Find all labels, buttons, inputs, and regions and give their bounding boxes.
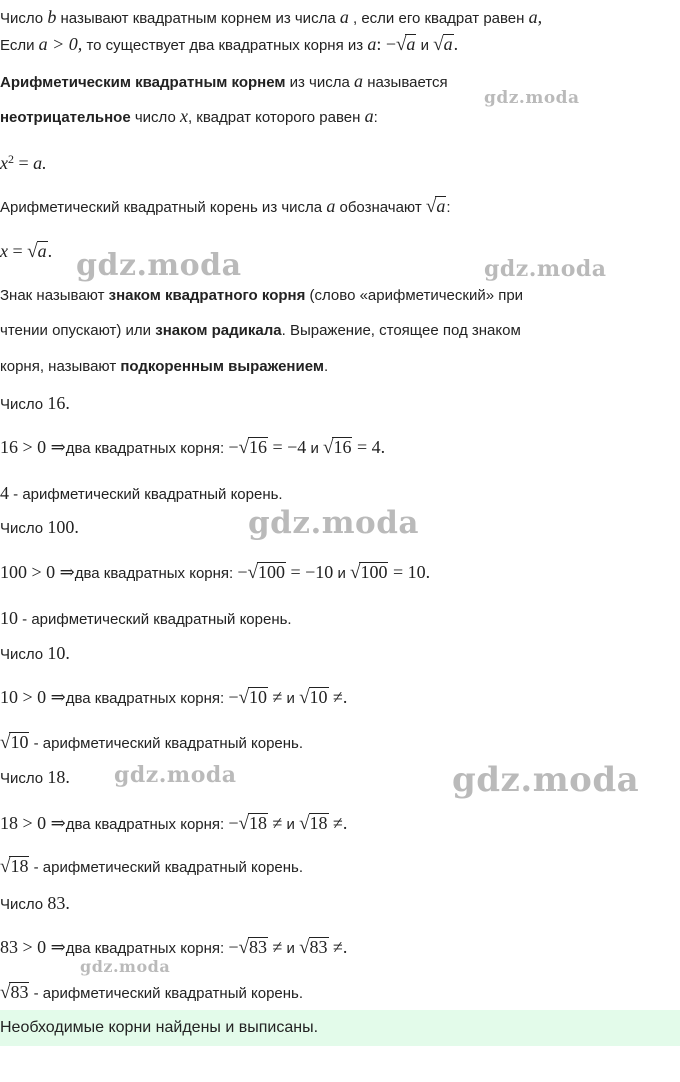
text: два квадратных корня: — [74, 565, 238, 582]
math: = −10 — [285, 562, 334, 582]
text: называется — [363, 74, 448, 91]
case-arith — [0, 856, 303, 879]
text: , квадрат которого равен — [187, 109, 365, 126]
text: Число — [0, 520, 48, 537]
text: - арифметический квадратный корень. — [29, 985, 304, 1002]
math: 100 > 0 ⇒ — [0, 562, 75, 582]
intro-line-7 — [0, 240, 52, 264]
text: то существует два квадратных корня из — [82, 37, 368, 54]
case-roots — [0, 561, 430, 585]
radicand: 83 — [10, 982, 29, 1002]
case-title — [0, 766, 70, 790]
text: Знак называют — [0, 287, 109, 304]
intro-line-8 — [0, 285, 523, 307]
text: чтении опускают) или — [0, 322, 156, 339]
case-arith — [0, 982, 303, 1005]
math: − — [228, 437, 239, 457]
case-title — [0, 892, 70, 916]
case-title — [0, 642, 70, 666]
text: . — [323, 358, 329, 375]
math: a — [326, 196, 336, 216]
radicand: a — [443, 34, 453, 54]
radicand: a — [406, 34, 416, 54]
radicand: a — [436, 196, 446, 216]
text: Число — [0, 10, 48, 27]
text: - арифметический квадратный корень. — [9, 486, 283, 503]
text: Число — [0, 770, 48, 787]
case-arith — [0, 732, 303, 755]
case-roots — [0, 436, 385, 460]
sqrt-sign: √ — [323, 437, 334, 458]
text: число — [130, 109, 180, 126]
math: − — [237, 562, 248, 582]
sqrt-sign: √ — [238, 813, 249, 834]
math: 10. — [47, 643, 70, 663]
text: обозначают — [335, 199, 426, 216]
radicand: 100 — [257, 562, 285, 582]
math: 83. — [47, 893, 70, 913]
text: - арифметический квадратный корень. — [29, 859, 304, 876]
text: (слово «арифметический» при — [305, 287, 524, 304]
math: = 4. — [352, 437, 386, 457]
text: и — [416, 37, 434, 54]
math: x — [0, 153, 8, 173]
text: Арифметический квадратный корень из числа — [0, 199, 327, 216]
radicand: 18 — [10, 856, 29, 876]
text: и — [306, 440, 323, 457]
text: корня, называют — [0, 358, 121, 375]
math: a — [367, 34, 377, 54]
radicand: 10 — [10, 732, 29, 752]
math: 16. — [47, 393, 70, 413]
text: и — [282, 816, 300, 833]
math: a > 0, — [38, 34, 83, 54]
radicand: 100 — [360, 562, 388, 582]
radicand: 18 — [309, 813, 328, 833]
sqrt-sign: √ — [238, 937, 249, 958]
intro-line-1 — [0, 6, 542, 30]
text: называют квадратным корнем из числа — [56, 10, 340, 27]
sqrt-sign: √ — [0, 982, 11, 1003]
sqrt-sign: √ — [350, 562, 361, 583]
math: 16 > 0 ⇒ — [0, 437, 66, 457]
math: . — [47, 241, 53, 261]
text: - арифметический квадратный корень. — [29, 735, 304, 752]
intro-line-2 — [0, 33, 458, 57]
text: , если его квадрат равен — [348, 10, 529, 27]
text: два квадратных корня: — [65, 816, 229, 833]
sqrt-sign: √ — [425, 196, 437, 217]
math: − — [228, 813, 239, 833]
radicand: 16 — [248, 437, 267, 457]
radicand: 10 — [248, 687, 267, 707]
text: . Выражение, стоящее под знаком — [281, 322, 521, 339]
text: и — [282, 690, 300, 707]
intro-line-6 — [0, 195, 451, 219]
case-arith — [0, 482, 283, 506]
math: 10 > 0 ⇒ — [0, 687, 66, 707]
case-roots — [0, 812, 347, 836]
sqrt-sign: √ — [299, 937, 310, 958]
text: : — [373, 109, 378, 126]
text: два квадратных корня: — [65, 690, 229, 707]
sqrt-sign: √ — [0, 856, 11, 877]
bold-term: Арифметическим квадратным корнем — [0, 74, 286, 91]
radicand: 18 — [248, 813, 267, 833]
bold-term: знаком радикала — [155, 322, 282, 339]
intro-line-3 — [0, 70, 448, 94]
bold-term: знаком квадратного корня — [108, 287, 306, 304]
math: . — [453, 34, 459, 54]
math: ≠. — [328, 937, 348, 957]
math: − — [228, 937, 239, 957]
case-roots — [0, 686, 347, 710]
result-text: Необходимые корни найдены и выписаны. — [0, 1019, 319, 1036]
math: 18 > 0 ⇒ — [0, 813, 66, 833]
math: 100. — [47, 517, 79, 537]
math: = — [14, 153, 34, 173]
sqrt-sign: √ — [299, 813, 310, 834]
text: и — [282, 940, 300, 957]
math: 4 — [0, 483, 9, 503]
watermark: gdz.moda — [484, 88, 580, 108]
math: a. — [33, 153, 47, 173]
text: и — [333, 565, 350, 582]
case-roots — [0, 936, 347, 960]
sqrt-sign: √ — [238, 437, 249, 458]
watermark: gdz.moda — [452, 760, 640, 800]
bold-term: неотрицательное — [0, 109, 131, 126]
radicand: a — [37, 241, 47, 261]
radicand: 83 — [309, 937, 328, 957]
math: x — [0, 241, 8, 261]
math: b — [47, 7, 57, 27]
sqrt-sign: √ — [433, 34, 444, 55]
text: Число — [0, 646, 48, 663]
intro-line-5 — [0, 148, 47, 176]
result-banner — [0, 1010, 680, 1046]
intro-line-10 — [0, 356, 328, 378]
math: a, — [528, 7, 543, 27]
math: = — [8, 241, 28, 261]
sqrt-sign: √ — [247, 562, 258, 583]
text: два квадратных корня: — [65, 940, 229, 957]
math: ≠ — [267, 937, 283, 957]
sqrt-sign: √ — [299, 687, 310, 708]
text: из числа — [285, 74, 355, 91]
math: 83 > 0 ⇒ — [0, 937, 66, 957]
sqrt-sign: √ — [0, 732, 11, 753]
math: ≠. — [328, 687, 348, 707]
case-arith — [0, 607, 292, 631]
math: x — [179, 106, 188, 126]
sqrt-sign: √ — [395, 34, 407, 55]
math: = 10. — [388, 562, 431, 582]
math: a — [364, 106, 374, 126]
bold-term: подкоренным выражением — [120, 358, 324, 375]
math: a — [354, 71, 364, 91]
watermark: gdz.moda — [80, 957, 171, 976]
exponent: 2 — [8, 152, 14, 166]
text: Число — [0, 396, 48, 413]
watermark: gdz.moda — [76, 248, 242, 283]
watermark: gdz.moda — [248, 505, 419, 541]
math: ≠. — [328, 813, 348, 833]
radicand: 83 — [248, 937, 267, 957]
math: = −4 — [267, 437, 307, 457]
intro-line-9 — [0, 320, 521, 342]
sqrt-sign: √ — [238, 687, 249, 708]
intro-line-4 — [0, 105, 378, 129]
text: два квадратных корня: — [65, 440, 229, 457]
case-title — [0, 392, 70, 416]
radicand: 10 — [309, 687, 328, 707]
math: : − — [376, 34, 396, 54]
text: Если — [0, 37, 39, 54]
watermark: gdz.moda — [114, 762, 237, 788]
radicand: 16 — [333, 437, 352, 457]
math: a — [339, 7, 349, 27]
watermark: gdz.moda — [484, 256, 607, 282]
text: - арифметический квадратный корень. — [18, 611, 292, 628]
case-title — [0, 516, 79, 540]
math: 10 — [0, 608, 18, 628]
math: 18. — [47, 767, 70, 787]
math: ≠ — [267, 687, 283, 707]
text: : — [446, 199, 451, 216]
sqrt-sign: √ — [27, 241, 38, 262]
text: Число — [0, 896, 48, 913]
math: − — [228, 687, 239, 707]
math: ≠ — [267, 813, 283, 833]
